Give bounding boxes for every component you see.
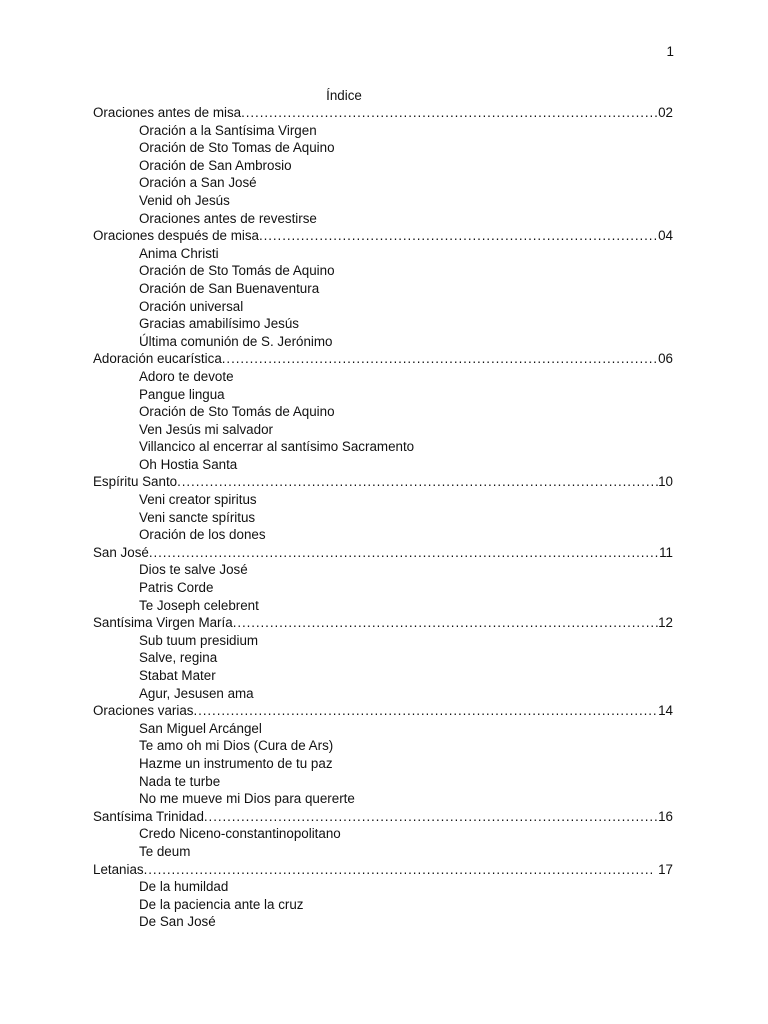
toc-subitem: Hazme un instrumento de tu paz: [139, 755, 333, 771]
toc-subitem: Pangue lingua: [139, 386, 225, 402]
toc-subitem: Oración de Sto Tomás de Aquino: [139, 263, 335, 279]
toc-page-number: 04: [658, 228, 673, 244]
toc-subitem: Última comunión de S. Jerónimo: [139, 333, 333, 349]
toc-page-number: 14: [658, 703, 673, 719]
toc-section-row: [93, 350, 673, 368]
toc-subitem: Oración de San Buenaventura: [139, 280, 320, 296]
toc-subitem-list: [93, 491, 673, 544]
toc-section-row: [93, 227, 673, 245]
toc-subitem: Venid oh Jesús: [139, 192, 230, 208]
toc-subitem: Te amo oh mi Dios (Cura de Ars): [139, 738, 334, 754]
dot-leader: [144, 861, 658, 879]
toc-subitem: Oración a San José: [139, 175, 257, 191]
toc-subitem: Veni creator spiritus: [139, 492, 257, 508]
toc-subitem: Veni sancte spíritus: [139, 509, 256, 525]
toc-section-title: San José: [93, 544, 149, 560]
table-of-contents: [93, 104, 673, 931]
toc-subitem: De San José: [139, 914, 216, 930]
toc-subitem: Anima Christi: [139, 245, 219, 261]
index-title: Índice: [326, 88, 362, 103]
toc-subitem: Sub tuum presidium: [139, 632, 259, 648]
toc-page-number: 17: [658, 861, 673, 877]
toc-subitem: Gracias amabilísimo Jesús: [139, 316, 299, 332]
toc-section-row: [93, 702, 673, 720]
toc-subitem: Oración de los dones: [139, 527, 266, 543]
toc-subitem: De la paciencia ante la cruz: [139, 896, 304, 912]
toc-subitem: Oraciones antes de revestirse: [139, 210, 317, 226]
toc-subitem: Oración de San Ambrosio: [139, 157, 292, 173]
toc-subitem: Te Joseph celebrent: [139, 597, 259, 613]
toc-page-number: 10: [658, 474, 673, 490]
toc-section-title: Oraciones después de misa: [93, 228, 259, 244]
dot-leader: [233, 614, 658, 632]
toc-subitem: Agur, Jesusen ama: [139, 685, 254, 701]
toc-section-title: Oraciones antes de misa: [93, 105, 242, 120]
toc-subitem: No me mueve mi Dios para quererte: [139, 791, 355, 807]
toc-section-row: [93, 473, 673, 491]
toc-subitem: Te deum: [139, 843, 191, 859]
dot-leader: [177, 473, 658, 491]
toc-subitem: Dios te salve José: [139, 562, 248, 578]
dot-leader: [149, 544, 659, 562]
toc-subitem: Oración universal: [139, 298, 244, 314]
dot-leader: [222, 350, 658, 368]
toc-subitem: Oh Hostia Santa: [139, 456, 238, 472]
dot-leader: [204, 808, 658, 826]
toc-subitem-list: [93, 632, 673, 702]
toc-subitem: Salve, regina: [139, 650, 218, 666]
toc-section-row: [93, 544, 673, 562]
toc-section-title: Santísima Virgen María: [93, 615, 233, 631]
toc-section-title: Adoración eucarística: [93, 351, 222, 367]
toc-subitem-list: [93, 561, 673, 614]
toc-subitem-list: [93, 878, 673, 931]
toc-subitem-list: [93, 122, 673, 228]
toc-page-number: 06: [658, 351, 673, 367]
toc-subitem: Credo Niceno-constantinopolitano: [139, 826, 341, 842]
toc-section-row: [93, 614, 673, 632]
toc-page-number: 11: [659, 544, 673, 560]
toc-subitem: Ven Jesús mi salvador: [139, 421, 273, 437]
toc-subitem-list: [93, 825, 673, 860]
toc-section-title: Letanias: [93, 861, 144, 877]
toc-page-number: 12: [658, 615, 673, 631]
toc-section-row: [93, 861, 673, 879]
toc-subitem: Oración a la Santísima Virgen: [139, 122, 317, 138]
page-number: 1: [666, 44, 674, 59]
toc-subitem: De la humildad: [139, 879, 229, 895]
toc-subitem-list: [93, 368, 673, 474]
toc-subitem: Patris Corde: [139, 580, 214, 596]
toc-subitem: San Miguel Arcángel: [139, 720, 262, 736]
toc-section-title: Santísima Trinidad: [93, 808, 204, 824]
dot-leader: [259, 227, 658, 245]
toc-section-row: [93, 104, 673, 122]
toc-page-number: 02: [658, 105, 673, 120]
toc-subitem: Oración de Sto Tomás de Aquino: [139, 404, 335, 420]
toc-subitem: Nada te turbe: [139, 773, 221, 789]
toc-subitem: Oración de Sto Tomas de Aquino: [139, 140, 335, 156]
toc-subitem-list: [93, 720, 673, 808]
toc-subitem: Villancico al encerrar al santísimo Sacramento: [139, 439, 415, 455]
toc-section-title: Oraciones varias: [93, 703, 194, 719]
toc-section-title: Espíritu Santo: [93, 474, 178, 490]
toc-section-row: [93, 808, 673, 826]
dot-leader: [193, 702, 658, 720]
toc-subitem: Adoro te devote: [139, 368, 234, 384]
toc-subitem: Stabat Mater: [139, 668, 216, 683]
toc-subitem-list: [93, 245, 673, 351]
toc-page-number: 16: [658, 808, 673, 824]
dot-leader: [241, 104, 658, 122]
